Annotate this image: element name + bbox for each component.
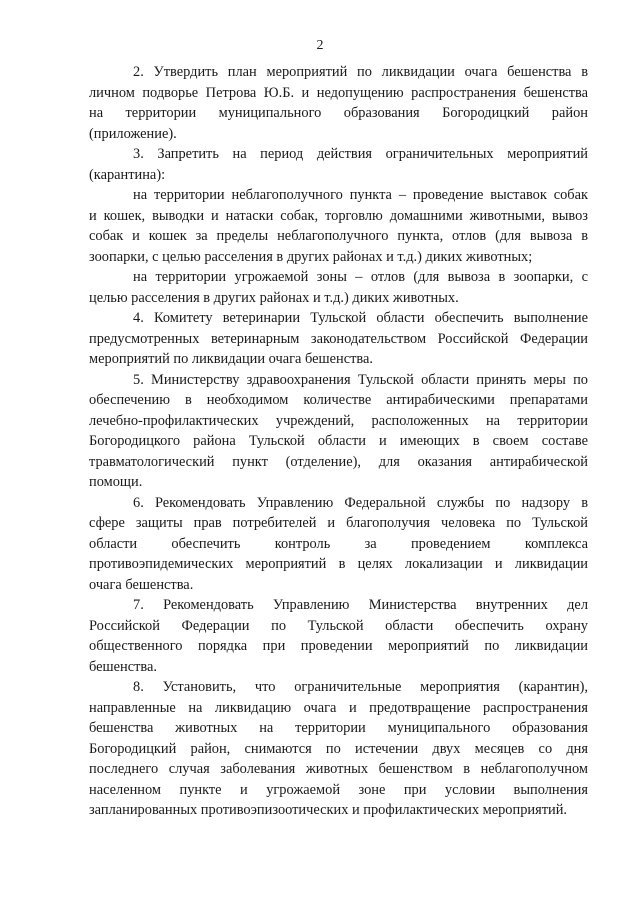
paragraph-item-2	[89, 62, 588, 144]
text-line: 5. Министерству здравоохранения Тульской области принять меры по	[133, 371, 588, 388]
text-line: очага бешенства.	[89, 576, 194, 593]
text-line: 3. Запретить на период действия ограничительных мероприятий	[133, 146, 588, 162]
text-line: на территории неблагополучного пункта – проведение выставок собак	[133, 187, 588, 203]
paragraph-item-3	[89, 144, 588, 185]
text-line: на территории угрожаемой зоны – отлов (для вывоза в зоопарки, с	[133, 269, 588, 285]
text-line: населенном пункте и угрожаемой зоне при условии выполнения	[89, 781, 588, 798]
text-line: сфере защиты прав потребителей и благополучия человека по Тульской	[89, 515, 588, 531]
text-line: Богородицкого района Тульской области и имеющих в своем составе	[89, 433, 588, 449]
paragraph-item-7	[89, 595, 588, 677]
text-line: мероприятий по ликвидации очага бешенства.	[89, 351, 373, 367]
text-line: бешенства животных на территории муниципального образования	[89, 720, 588, 736]
text-line: Богородицкий район, снимаются по истечении двух месяцев со дня	[89, 740, 588, 757]
text-line: зоопарки, с целью расселения в других районах и т.д.) диких животных;	[89, 248, 533, 265]
text-line: целью расселения в других районах и т.д.) диких животных.	[89, 289, 459, 306]
text-line: и кошек, выводки и натаски собак, торговлю домашними животными, вывоз	[89, 207, 588, 224]
text-line: обеспечению в необходимом количестве антирабическими препаратами	[89, 392, 588, 408]
text-line: помощи.	[89, 474, 143, 490]
text-line: 4. Комитету ветеринарии Тульской области обеспечить выполнение	[133, 310, 588, 326]
text-line: (карантина):	[89, 166, 166, 183]
text-line: 2. Утвердить план мероприятий по ликвидации очага бешенства в	[133, 64, 588, 80]
paragraph-item-4	[89, 308, 588, 370]
text-line: Российской Федерации по Тульской области обеспечить охрану	[89, 617, 588, 634]
text-line: общественного порядка при проведении мероприятий по ликвидации	[89, 638, 588, 654]
text-line: травматологический пункт (отделение), для оказания антирабической	[89, 453, 588, 470]
text-line: 6. Рекомендовать Управлению Федеральной службы по надзору в	[133, 494, 588, 511]
text-line: 7. Рекомендовать Управлению Министерства внутренних дел	[133, 597, 588, 613]
paragraph-item-8	[89, 677, 588, 821]
text-line: на территории муниципального образования Богородицкий район	[89, 105, 588, 121]
text-line: бешенства.	[89, 658, 157, 675]
text-line: противоэпидемических мероприятий в целях локализации и ликвидации	[89, 556, 588, 572]
text-line: запланированных противоэпизоотических и профилактических мероприятий.	[89, 802, 568, 818]
text-line: собак и кошек за пределы неблагополучного пункта, отлов (для вывоза в	[89, 228, 588, 244]
text-line: лечебно-профилактических учреждений, расположенных на территории	[89, 412, 588, 429]
paragraph-item-6	[89, 493, 588, 596]
document-body	[89, 62, 588, 821]
text-line: предусмотренных ветеринарным законодательством Российской Федерации	[89, 330, 588, 347]
paragraph-item-3-sub-1	[89, 185, 588, 267]
text-line: (приложение).	[89, 125, 177, 142]
text-line: личном подворье Петрова Ю.Б. и недопущению распространения бешенства	[89, 84, 588, 101]
text-line: направленные на ликвидацию очага и предотвращение распространения	[89, 699, 588, 716]
text-line: последнего случая заболевания животных бешенством в неблагополучном	[89, 761, 588, 777]
text-line: 8. Установить, что ограничительные мероприятия (карантин),	[133, 679, 588, 695]
paragraph-item-3-sub-2	[89, 267, 588, 308]
paragraph-item-5	[89, 370, 588, 493]
text-line: области обеспечить контроль за проведением комплекса	[89, 535, 588, 552]
page-number: 2	[316, 38, 324, 53]
